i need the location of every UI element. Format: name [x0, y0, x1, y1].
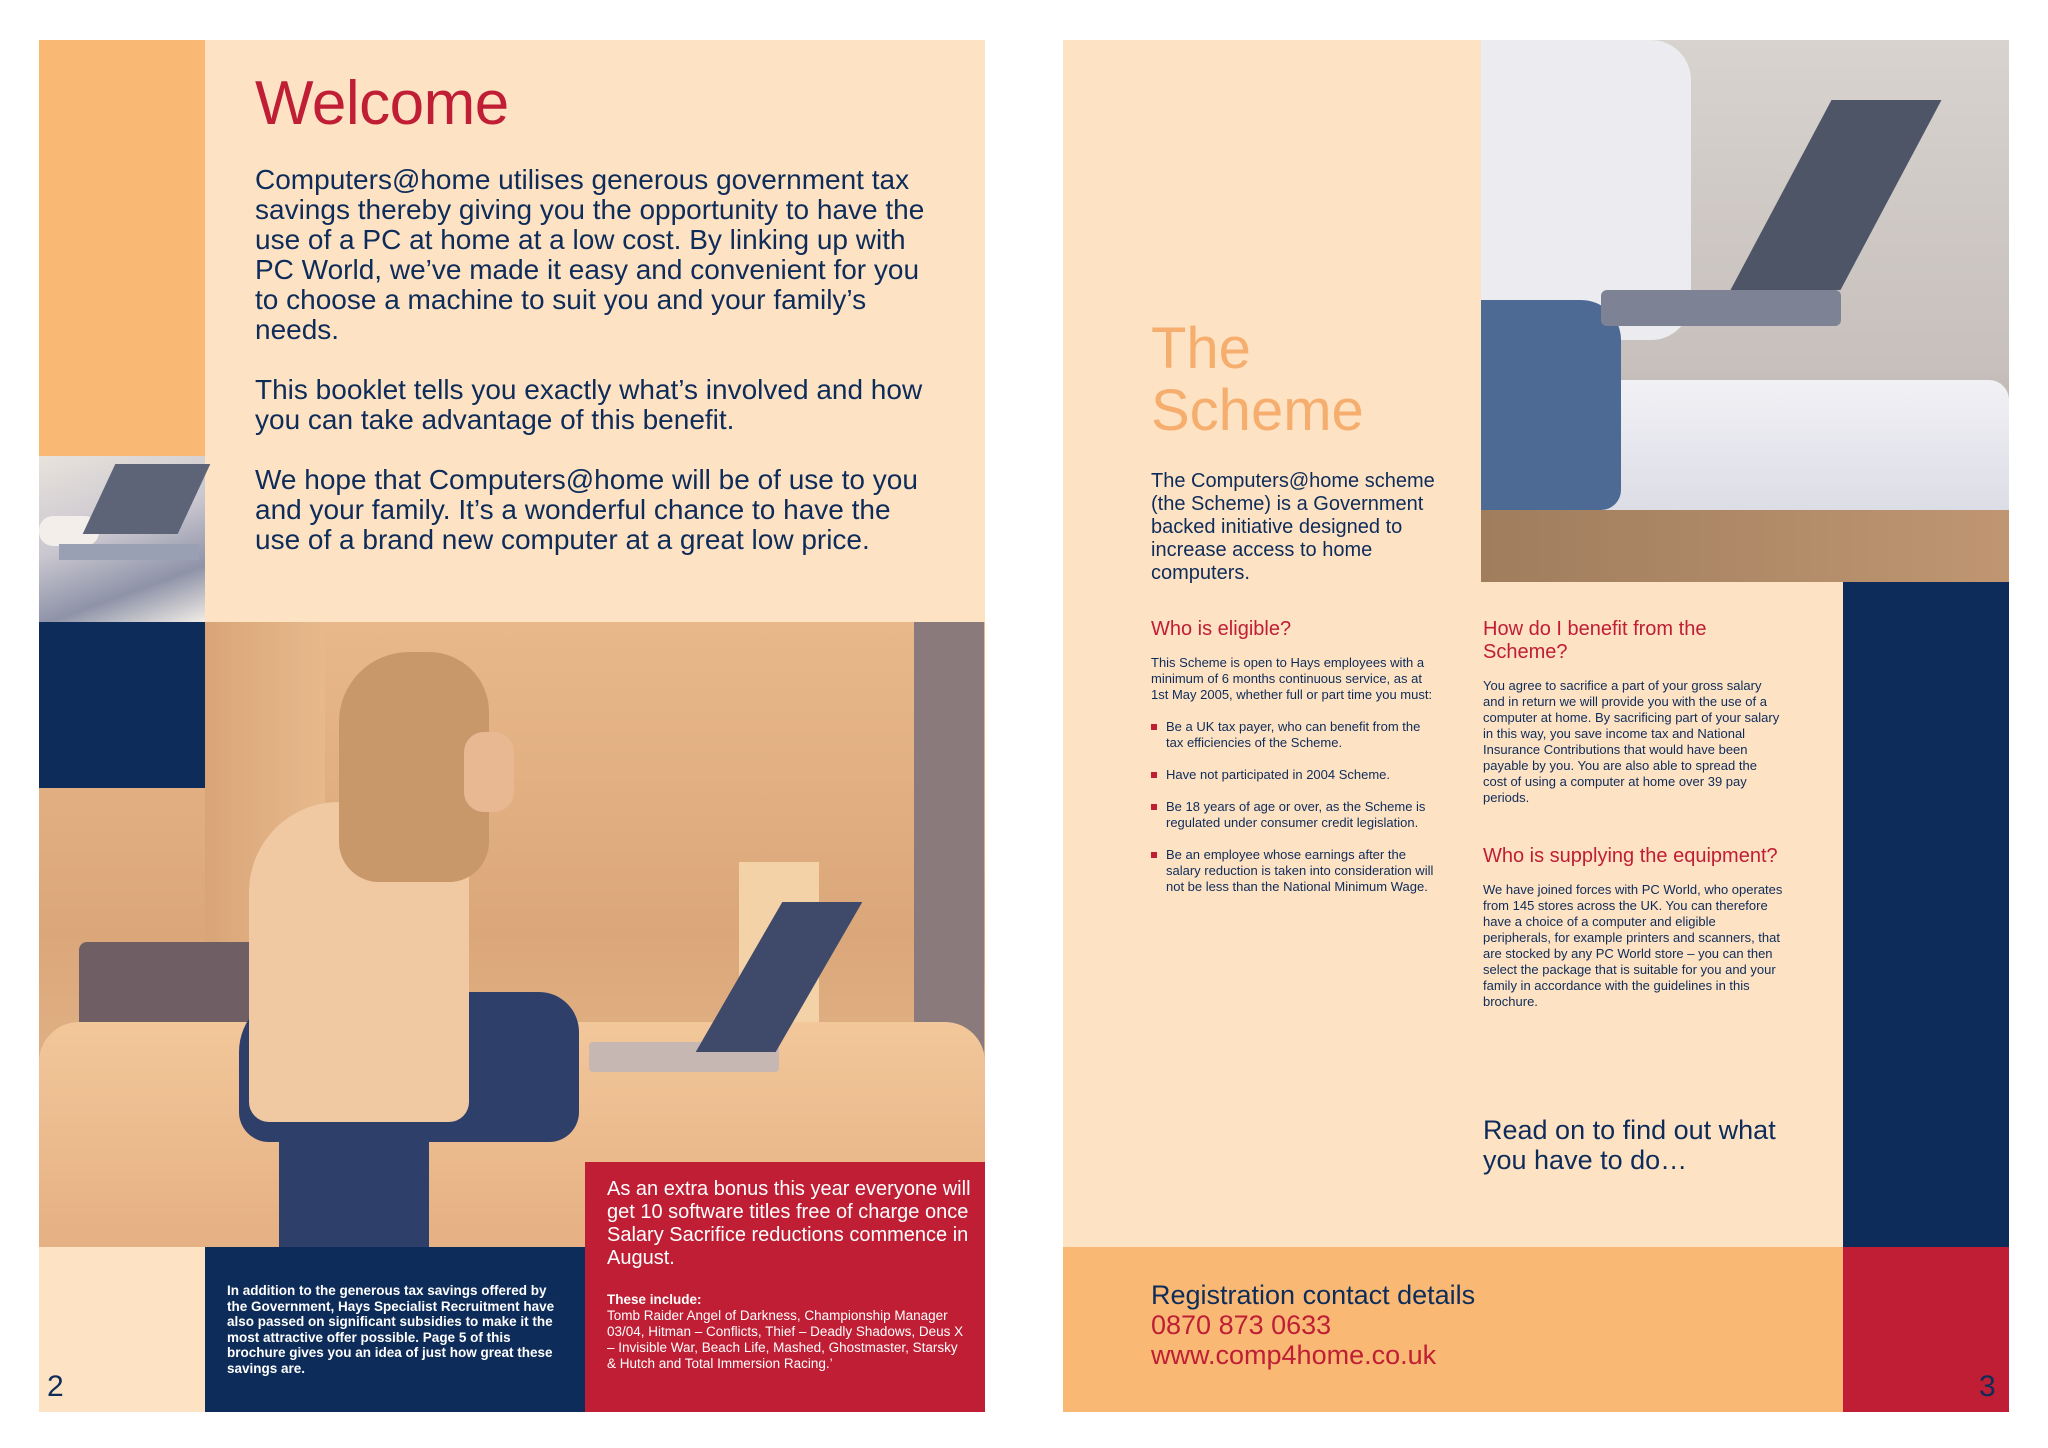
laptop-thumbnail-photo: [39, 456, 205, 622]
bullet-icon: [1151, 724, 1157, 730]
includes-text: Tomb Raider Angel of Darkness, Championship Manager 03/04, Hitman – Conflicts, Thief – Deadly Shadows, Deus X – Invisible War, Beach Life, Mashed, Ghostmaster, Starsky & Hutch and Total Immersion Racing.’: [607, 1308, 964, 1371]
supplier-section: [1483, 845, 1783, 1010]
list-item-text: Be an employee whose earnings after the salary reduction is taken into consideration will not be less than the National Minimum Wage.: [1166, 847, 1434, 894]
scheme-intro: The Computers@home scheme (the Scheme) is a Government backed initiative designed to increase access to home computers.: [1151, 470, 1435, 584]
person-with-laptop-on-bed-photo: [1481, 40, 2009, 582]
welcome-paragraph: We hope that Computers@home will be of use to you and your family. It’s a wonderful chance to have the use of a brand new computer at a great low price.: [255, 464, 918, 555]
section-heading: How do I benefit from the Scheme?: [1483, 618, 1707, 663]
welcome-paragraph: Computers@home utilises generous government tax savings thereby giving you the opportunity to have the use of a PC at home at a low cost. By linking up with PC World, we’ve made it easy and convenient for you to choose a machine to suit you and your family’s needs.: [255, 164, 925, 345]
includes-label: These include:: [607, 1292, 702, 1307]
navy-color-block: [39, 622, 205, 788]
subsidy-text: In addition to the generous tax savings offered by the Government, Hays Specialist Recruitment have also passed on significant subsidies to make it the most attractive offer possible. Page 5 of this brochure gives you an idea of just how great these savings are.: [227, 1283, 555, 1376]
list-item: [1151, 847, 1441, 895]
page-2: [39, 40, 985, 1412]
page-title: Welcome: [255, 69, 509, 138]
list-item-text: Be a UK tax payer, who can benefit from the tax efficiencies of the Scheme.: [1166, 719, 1421, 750]
list-item: [1151, 799, 1441, 831]
registration-contact: [1151, 1280, 1475, 1370]
benefit-section: [1483, 618, 1783, 806]
welcome-paragraph: This booklet tells you exactly what’s involved and how you can take advantage of this benefit.: [255, 374, 923, 435]
title-line: Scheme: [1151, 378, 1364, 443]
orange-color-block: [39, 40, 205, 456]
welcome-body: [255, 165, 935, 585]
section-text: You agree to sacrifice a part of your gross salary and in return we will provide you with the use of a computer at home. By sacrificing part of your salary in this way, you save income tax and National Insurance Contributions that would have been payable by you. You are also able to spread the cost of using a computer at home over 39 pay periods.: [1483, 678, 1780, 805]
bullet-icon: [1151, 852, 1157, 858]
list-item: [1151, 767, 1441, 783]
bonus-text: As an extra bonus this year everyone will get 10 software titles free of charge once Salary Sacrifice reductions commence in August.: [607, 1178, 971, 1269]
page-3: [1063, 40, 2009, 1412]
eligibility-list: [1151, 719, 1441, 895]
page-number: 3: [1979, 1370, 1996, 1403]
section-heading: Who is supplying the equipment?: [1483, 845, 1778, 867]
read-on-text: Read on to find out what you have to do…: [1483, 1115, 1776, 1175]
list-item-text: Have not participated in 2004 Scheme.: [1166, 767, 1391, 782]
section-text: This Scheme is open to Hays employees with a minimum of 6 months continuous service, as at 1st May 2005, whether full or part time you must:: [1151, 655, 1433, 702]
page-number: 2: [47, 1370, 64, 1403]
title-line: The: [1151, 316, 1251, 381]
registration-title: Registration contact details: [1151, 1280, 1476, 1310]
section-text: We have joined forces with PC World, who operates from 145 stores across the UK. You can therefore have a choice of a computer and eligible peripherals, for example printers and scanners, that are stocked by any PC World store – you can then select the package that is suitable for you and your family in accordance with the guidelines in this brochure.: [1483, 882, 1783, 1009]
section-heading: Who is eligible?: [1151, 618, 1292, 640]
eligibility-section: [1151, 618, 1441, 911]
subsidy-callout: [205, 1247, 585, 1412]
bonus-callout: [585, 1162, 985, 1412]
registration-phone: 0870 873 0633: [1151, 1310, 1332, 1340]
list-item-text: Be 18 years of age or over, as the Scheme is regulated under consumer credit legislation.: [1166, 799, 1426, 830]
bullet-icon: [1151, 772, 1157, 778]
navy-color-block: [1843, 582, 2009, 1247]
bullet-icon: [1151, 804, 1157, 810]
page-title: [1151, 318, 1451, 442]
list-item: [1151, 719, 1441, 751]
registration-website: www.comp4home.co.uk: [1151, 1340, 1437, 1370]
